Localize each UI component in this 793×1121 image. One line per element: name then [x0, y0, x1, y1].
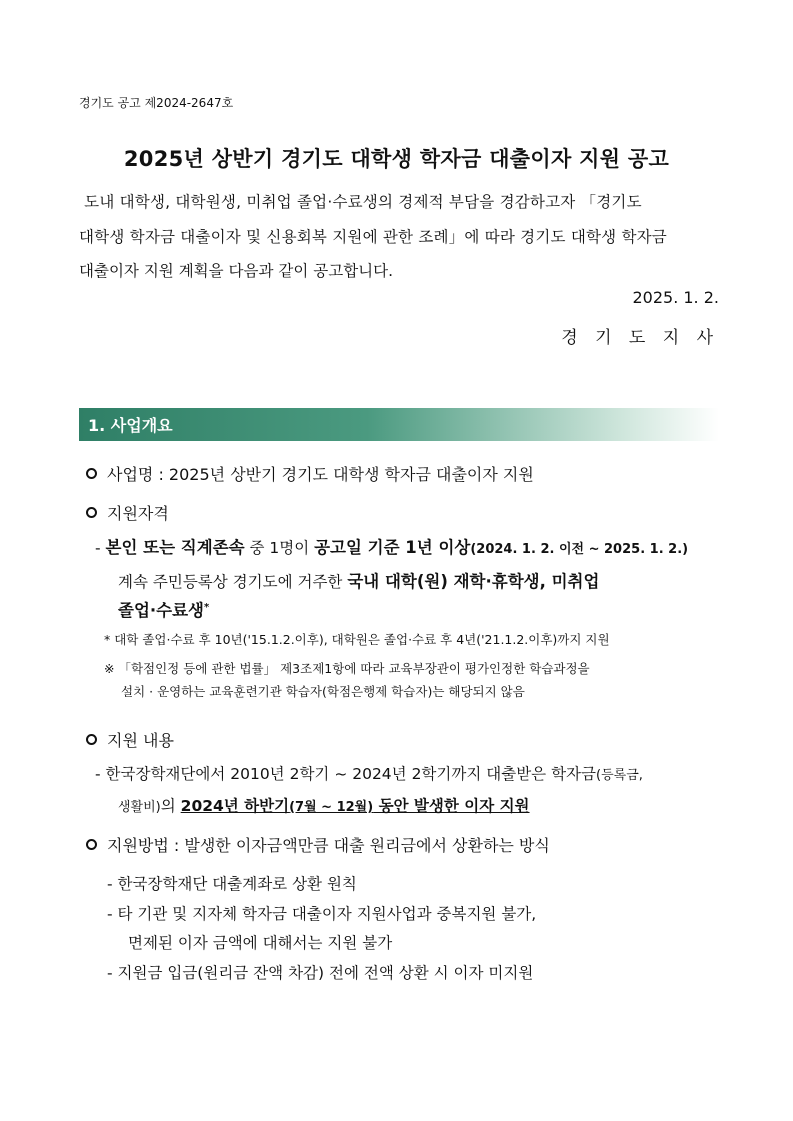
eligibility-note-2: ※ 「학점인정 등에 관한 법률」 제3조제1항에 따라 교육부장관이 평가인정한 학습과정을 — [104, 661, 590, 676]
eligibility-line-2 — [118, 568, 599, 592]
intro-line-2: 대학생 학자금 대출이자 및 신용회복 지원에 관한 조례」에 따라 경기도 대학생 학자금 — [79, 228, 667, 246]
eligibility-part-3: 공고일 기준 1년 이상 — [314, 538, 471, 557]
method-heading: 지원방법 : 발생한 이자금액만큼 대출 원리금에서 상환하는 방식 — [107, 836, 550, 855]
method-item-2-cont: 면제된 이자 금액에 대해서는 지원 불가 — [128, 934, 393, 952]
signer: 경 기 도 지 사 — [561, 328, 719, 348]
content-heading: 지원 내용 — [107, 731, 174, 750]
announcement-date: 2025. 1. 2. — [632, 288, 719, 307]
section-header-bar — [79, 408, 719, 441]
eligibility-heading: 지원자격 — [107, 504, 169, 523]
eligibility-part-4: (2024. 1. 2. 이전 ~ 2025. 1. 2.) — [470, 542, 689, 557]
eligibility-note-1: * 대학 졸업·수료 후 10년('15.1.2.이후), 대학원은 졸업·수료 후 4년('21.1.2.이후)까지 지원 — [104, 632, 610, 647]
eligibility-part-5: 계속 주민등록상 경기도에 거주한 — [118, 573, 348, 591]
eligibility-line-1 — [95, 534, 688, 558]
bullet-support-content — [86, 728, 174, 751]
eligibility-part-7: 졸업·수료생 — [118, 601, 204, 620]
eligibility-part-1: 본인 또는 직계존속 — [105, 538, 245, 557]
method-item-3: - 지원금 입금(원리금 잔액 차감) 전에 전액 상환 시 이자 미지원 — [107, 964, 534, 982]
content-line-2-c: 2024년 하반기 — [180, 797, 290, 815]
method-item-1: - 한국장학재단 대출계좌로 상환 원칙 — [107, 875, 357, 893]
circle-bullet-icon — [86, 507, 97, 518]
bullet-business-name — [86, 462, 534, 485]
eligibility-line-3 — [118, 597, 209, 621]
content-line-2 — [118, 794, 530, 816]
intro-text-1: 도내 대학생, 대학원생, 미취업 졸업·수료생의 경제적 부담을 경감하고자 「경기도 — [84, 193, 642, 211]
content-line-1-a: - 한국장학재단에서 2010년 2학기 ~ 2024년 2학기까지 대출받은 학자금 — [95, 765, 596, 783]
footnote-asterisk: * — [203, 601, 210, 613]
intro-line-1 — [79, 190, 719, 212]
page-title: 2025년 상반기 경기도 대학생 학자금 대출이자 지원 공고 — [123, 147, 670, 171]
eligibility-note-3: 설치 · 운영하는 교육훈련기관 학습자(학점은행제 학습자)는 해당되지 않음 — [121, 684, 525, 699]
circle-bullet-icon — [86, 468, 97, 479]
circle-bullet-icon — [86, 734, 97, 745]
circle-bullet-icon — [86, 839, 97, 850]
content-line-2-b: 의 — [160, 797, 181, 815]
method-item-2: - 타 기관 및 지자체 학자금 대출이자 지원사업과 중복지원 불가, — [107, 905, 537, 923]
content-line-2-a: 생활비) — [118, 800, 161, 815]
intro-line-3: 대출이자 지원 계획을 다음과 같이 공고합니다. — [79, 262, 394, 280]
notice-number: 경기도 공고 제2024-2647호 — [79, 96, 234, 110]
eligibility-part-6: 국내 대학(원) 재학·휴학생, 미취업 — [347, 572, 600, 591]
section-title: 1. 사업개요 — [88, 416, 173, 435]
bullet-eligibility — [86, 501, 169, 524]
dash: - — [95, 539, 106, 557]
eligibility-part-2: 중 1명이 — [244, 539, 315, 557]
content-line-1-b: (등록금, — [596, 768, 643, 783]
content-line-1 — [95, 762, 643, 784]
content-line-2-d: (7월 ~ 12월) — [289, 800, 374, 815]
business-name-text: 사업명 : 2025년 상반기 경기도 대학생 학자금 대출이자 지원 — [107, 465, 534, 484]
bullet-support-method — [86, 833, 550, 856]
content-line-2-e: 동안 발생한 이자 지원 — [373, 797, 530, 815]
